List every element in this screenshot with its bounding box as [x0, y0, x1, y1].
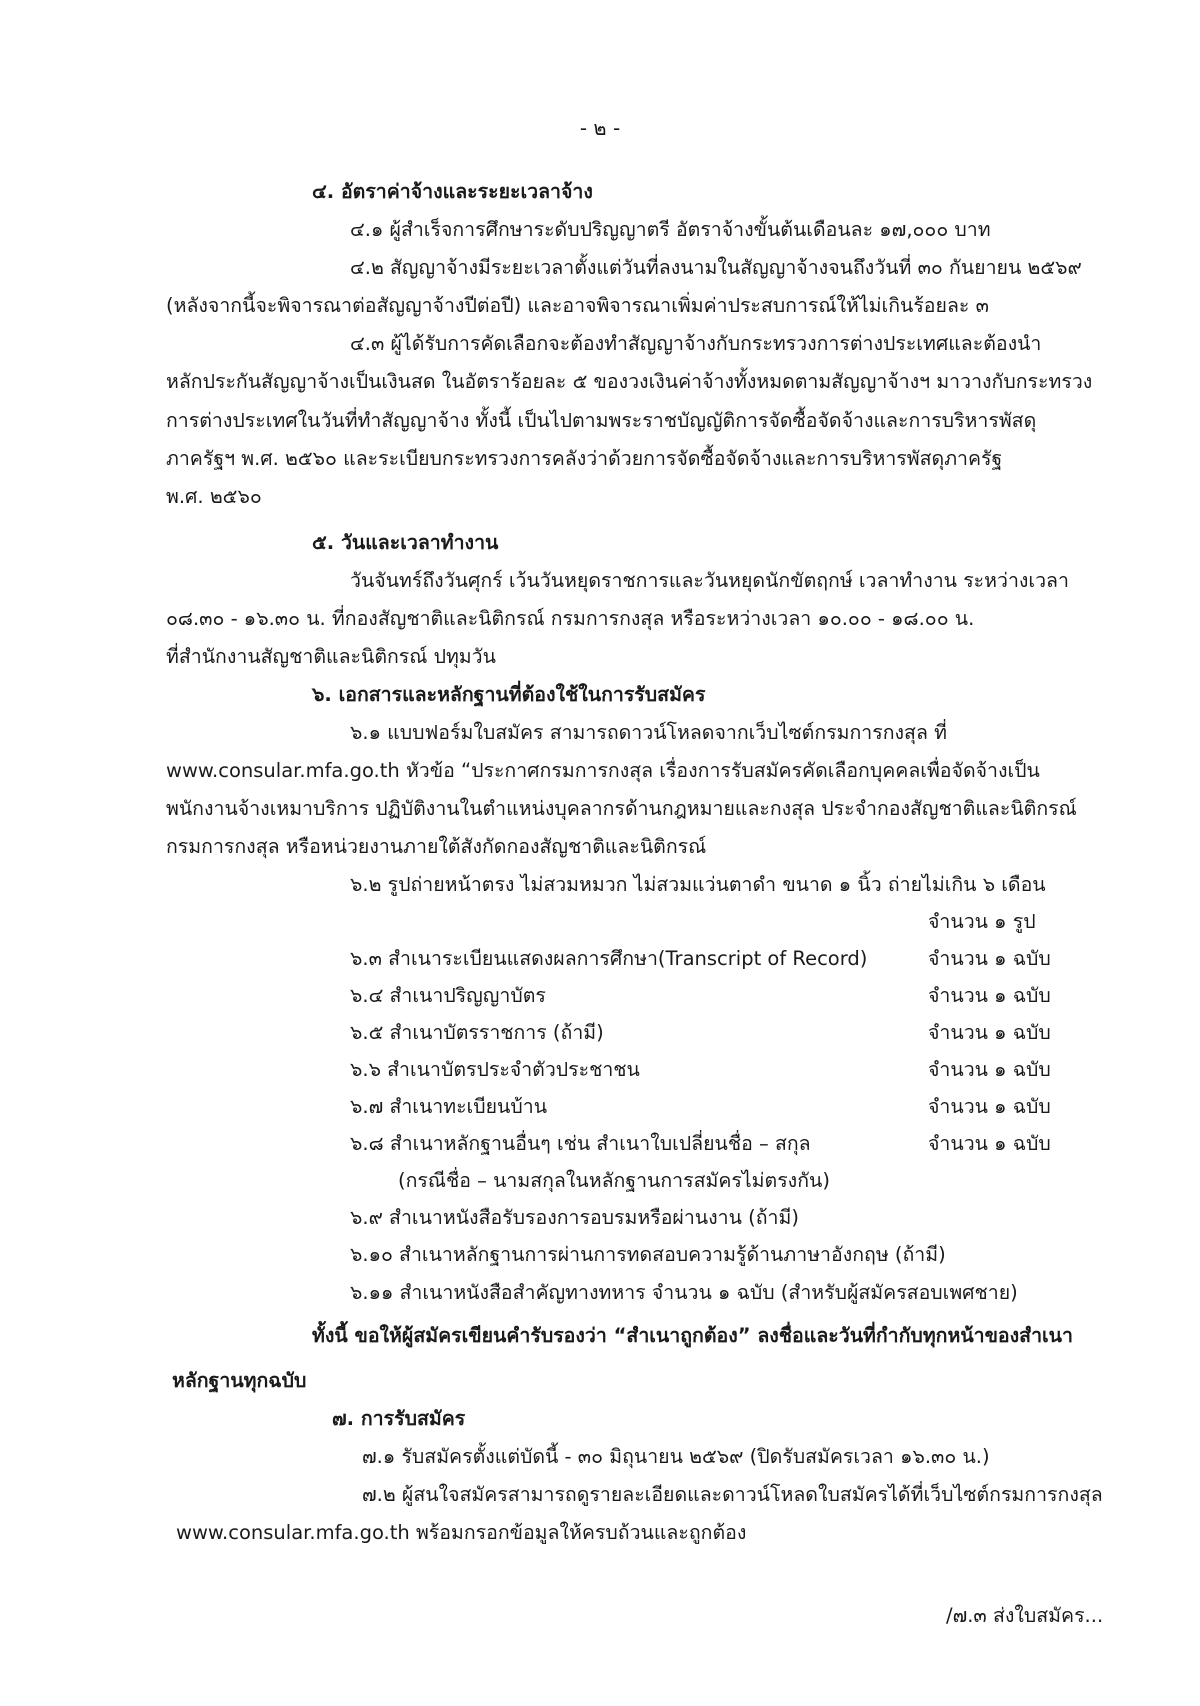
doc-item-quantity: จำนวน ๑ ฉบับ	[928, 1132, 1051, 1155]
section-6-9: ๖.๙ สำเนาหนังสือรับรองการอบรมหรือผ่านงาน (ถ้ามี)	[350, 1206, 799, 1229]
section-4-3-line-5: พ.ศ. ๒๕๖๐	[166, 485, 262, 508]
section-6-1-line-1: ๖.๑ แบบฟอร์มใบสมัคร สามารถดาวน์โหลดจากเว็บไซต์กรมการกงสุล ที่	[350, 721, 947, 744]
section-4-heading: ๔. อัตราค่าจ้างและระยะเวลาจ้าง	[312, 180, 593, 203]
doc-item-quantity: จำนวน ๑ ฉบับ	[928, 984, 1051, 1007]
section-6-2-line-1: ๖.๒ รูปถ่ายหน้าตรง ไม่สวมหมวก ไม่สวมแว่นตาดำ ขนาด ๑ นิ้ว ถ่ายไม่เกิน ๖ เดือน	[350, 873, 1046, 896]
doc-item-label: ๖.๘ สำเนาหลักฐานอื่นๆ เช่น สำเนาใบเปลี่ยนชื่อ – สกุล	[350, 1132, 811, 1155]
section-4-1: ๔.๑ ผู้สำเร็จการศึกษาระดับปริญญาตรี อัตราจ้างขั้นต้นเดือนละ ๑๗,๐๐๐ บาท	[350, 218, 991, 241]
doc-item-label: ๖.๗ สำเนาทะเบียนบ้าน	[350, 1095, 548, 1118]
section-6-1-line-4: กรมการกงสุล หรือหน่วยงานภายใต้สังกัดกองสัญชาติและนิติกรณ์	[166, 835, 707, 858]
section-5-line-3: ที่สำนักงานสัญชาติและนิติกรณ์ ปทุมวัน	[166, 645, 496, 668]
section-6-1-line-2: www.consular.mfa.go.th หัวข้อ “ประกาศกรมการกงสุล เรื่องการรับสมัครคัดเลือกบุคคลเพื่อจัดจ้างเป็น	[166, 759, 1040, 782]
section-6-11: ๖.๑๑ สำเนาหนังสือสำคัญทางทหาร จำนวน ๑ ฉบับ (สำหรับผู้สมัครสอบเพศชาย)	[350, 1281, 1018, 1304]
section-4-3-line-4: ภาครัฐฯ พ.ศ. ๒๕๖๐ และระเบียบกระทรวงการคลังว่าด้วยการจัดซื้อจัดจ้างและการบริหารพัสดุภาครัฐ	[166, 447, 1003, 470]
certification-note-line-1: ทั้งนี้ ขอให้ผู้สมัครเขียนคำรับรองว่า “สำเนาถูกต้อง” ลงชื่อและวันที่กำกับทุกหน้าของสำเนา	[312, 1324, 1073, 1347]
section-7-heading: ๗. การรับสมัคร	[332, 1407, 466, 1430]
doc-item-quantity: จำนวน ๑ ฉบับ	[928, 1021, 1051, 1044]
section-6-2-quantity: จำนวน ๑ รูป	[928, 910, 1036, 933]
section-7-1: ๗.๑ รับสมัครตั้งแต่บัดนี้ - ๓๐ มิถุนายน ๒๕๖๙ (ปิดรับสมัครเวลา ๑๖.๓๐ น.)	[362, 1445, 990, 1468]
section-5-heading: ๕. วันและเวลาทำงาน	[312, 531, 499, 554]
section-5-line-2: ๐๘.๓๐ - ๑๖.๓๐ น. ที่กองสัญชาติและนิติกรณ์ กรมการกงสุล หรือระหว่างเวลา ๑๐.๐๐ - ๑๘.๐๐ น.	[166, 607, 975, 630]
doc-item-label: ๖.๕ สำเนาบัตรราชการ (ถ้ามี)	[350, 1021, 604, 1044]
section-4-2-line-1: ๔.๒ สัญญาจ้างมีระยะเวลาตั้งแต่วันที่ลงนามในสัญญาจ้างจนถึงวันที่ ๓๐ กันยายน ๒๕๖๙	[350, 256, 1082, 279]
doc-item-quantity: จำนวน ๑ ฉบับ	[928, 1058, 1051, 1081]
certification-note-line-2: หลักฐานทุกฉบับ	[172, 1369, 307, 1392]
section-6-1-line-3: พนักงานจ้างเหมาบริการ ปฏิบัติงานในตำแหน่งบุคลากรด้านกฎหมายและกงสุล ประจำกองสัญชาติและนิติกรณ์	[166, 797, 1077, 820]
doc-item-quantity: จำนวน ๑ ฉบับ	[928, 1095, 1051, 1118]
continuation-marker: /๗.๓ ส่งใบสมัคร...	[946, 1604, 1104, 1627]
section-6-8-line-2: (กรณีชื่อ – นามสกุลในหลักฐานการสมัครไม่ตรงกัน)	[398, 1169, 830, 1192]
section-6-10: ๖.๑๐ สำเนาหลักฐานการผ่านการทดสอบความรู้ด้านภาษาอังกฤษ (ถ้ามี)	[350, 1243, 946, 1266]
section-4-3-line-3: การต่างประเทศในวันที่ทำสัญญาจ้าง ทั้งนี้ เป็นไปตามพระราชบัญญัติการจัดซื้อจัดจ้างและการบริหารพัสดุ	[166, 409, 1037, 432]
section-4-3-line-1: ๔.๓ ผู้ได้รับการคัดเลือกจะต้องทำสัญญาจ้างกับกระทรวงการต่างประเทศและต้องนำ	[350, 332, 1042, 355]
doc-item-quantity: จำนวน ๑ ฉบับ	[928, 947, 1051, 970]
page-number: - ๒ -	[579, 116, 621, 140]
section-4-3-line-2: หลักประกันสัญญาจ้างเป็นเงินสด ในอัตราร้อยละ ๕ ของวงเงินค่าจ้างทั้งหมดตามสัญญาจ้างฯ มาวางกับกระทรวง	[166, 370, 1093, 393]
section-7-2-line-2: www.consular.mfa.go.th พร้อมกรอกข้อมูลให้ครบถ้วนและถูกต้อง	[176, 1521, 747, 1544]
section-6-heading: ๖. เอกสารและหลักฐานที่ต้องใช้ในการรับสมัคร	[312, 683, 706, 706]
doc-item-label: ๖.๔ สำเนาปริญญาบัตร	[350, 984, 546, 1007]
section-5-line-1: วันจันทร์ถึงวันศุกร์ เว้นวันหยุดราชการและวันหยุดนักขัตฤกษ์ เวลาทำงาน ระหว่างเวลา	[350, 569, 1069, 592]
doc-item-label: ๖.๖ สำเนาบัตรประจำตัวประชาชน	[350, 1058, 640, 1081]
section-7-2-line-1: ๗.๒ ผู้สนใจสมัครสามารถดูรายละเอียดและดาวน์โหลดใบสมัครได้ที่เว็บไซต์กรมการกงสุล	[362, 1483, 1103, 1506]
doc-item-label: ๖.๓ สำเนาระเบียนแสดงผลการศึกษา(Transcript of Record)	[350, 947, 868, 970]
section-4-2-line-2: (หลังจากนี้จะพิจารณาต่อสัญญาจ้างปีต่อปี) และอาจพิจารณาเพิ่มค่าประสบการณ์ให้ไม่เกินร้อยละ ๓	[166, 294, 989, 317]
